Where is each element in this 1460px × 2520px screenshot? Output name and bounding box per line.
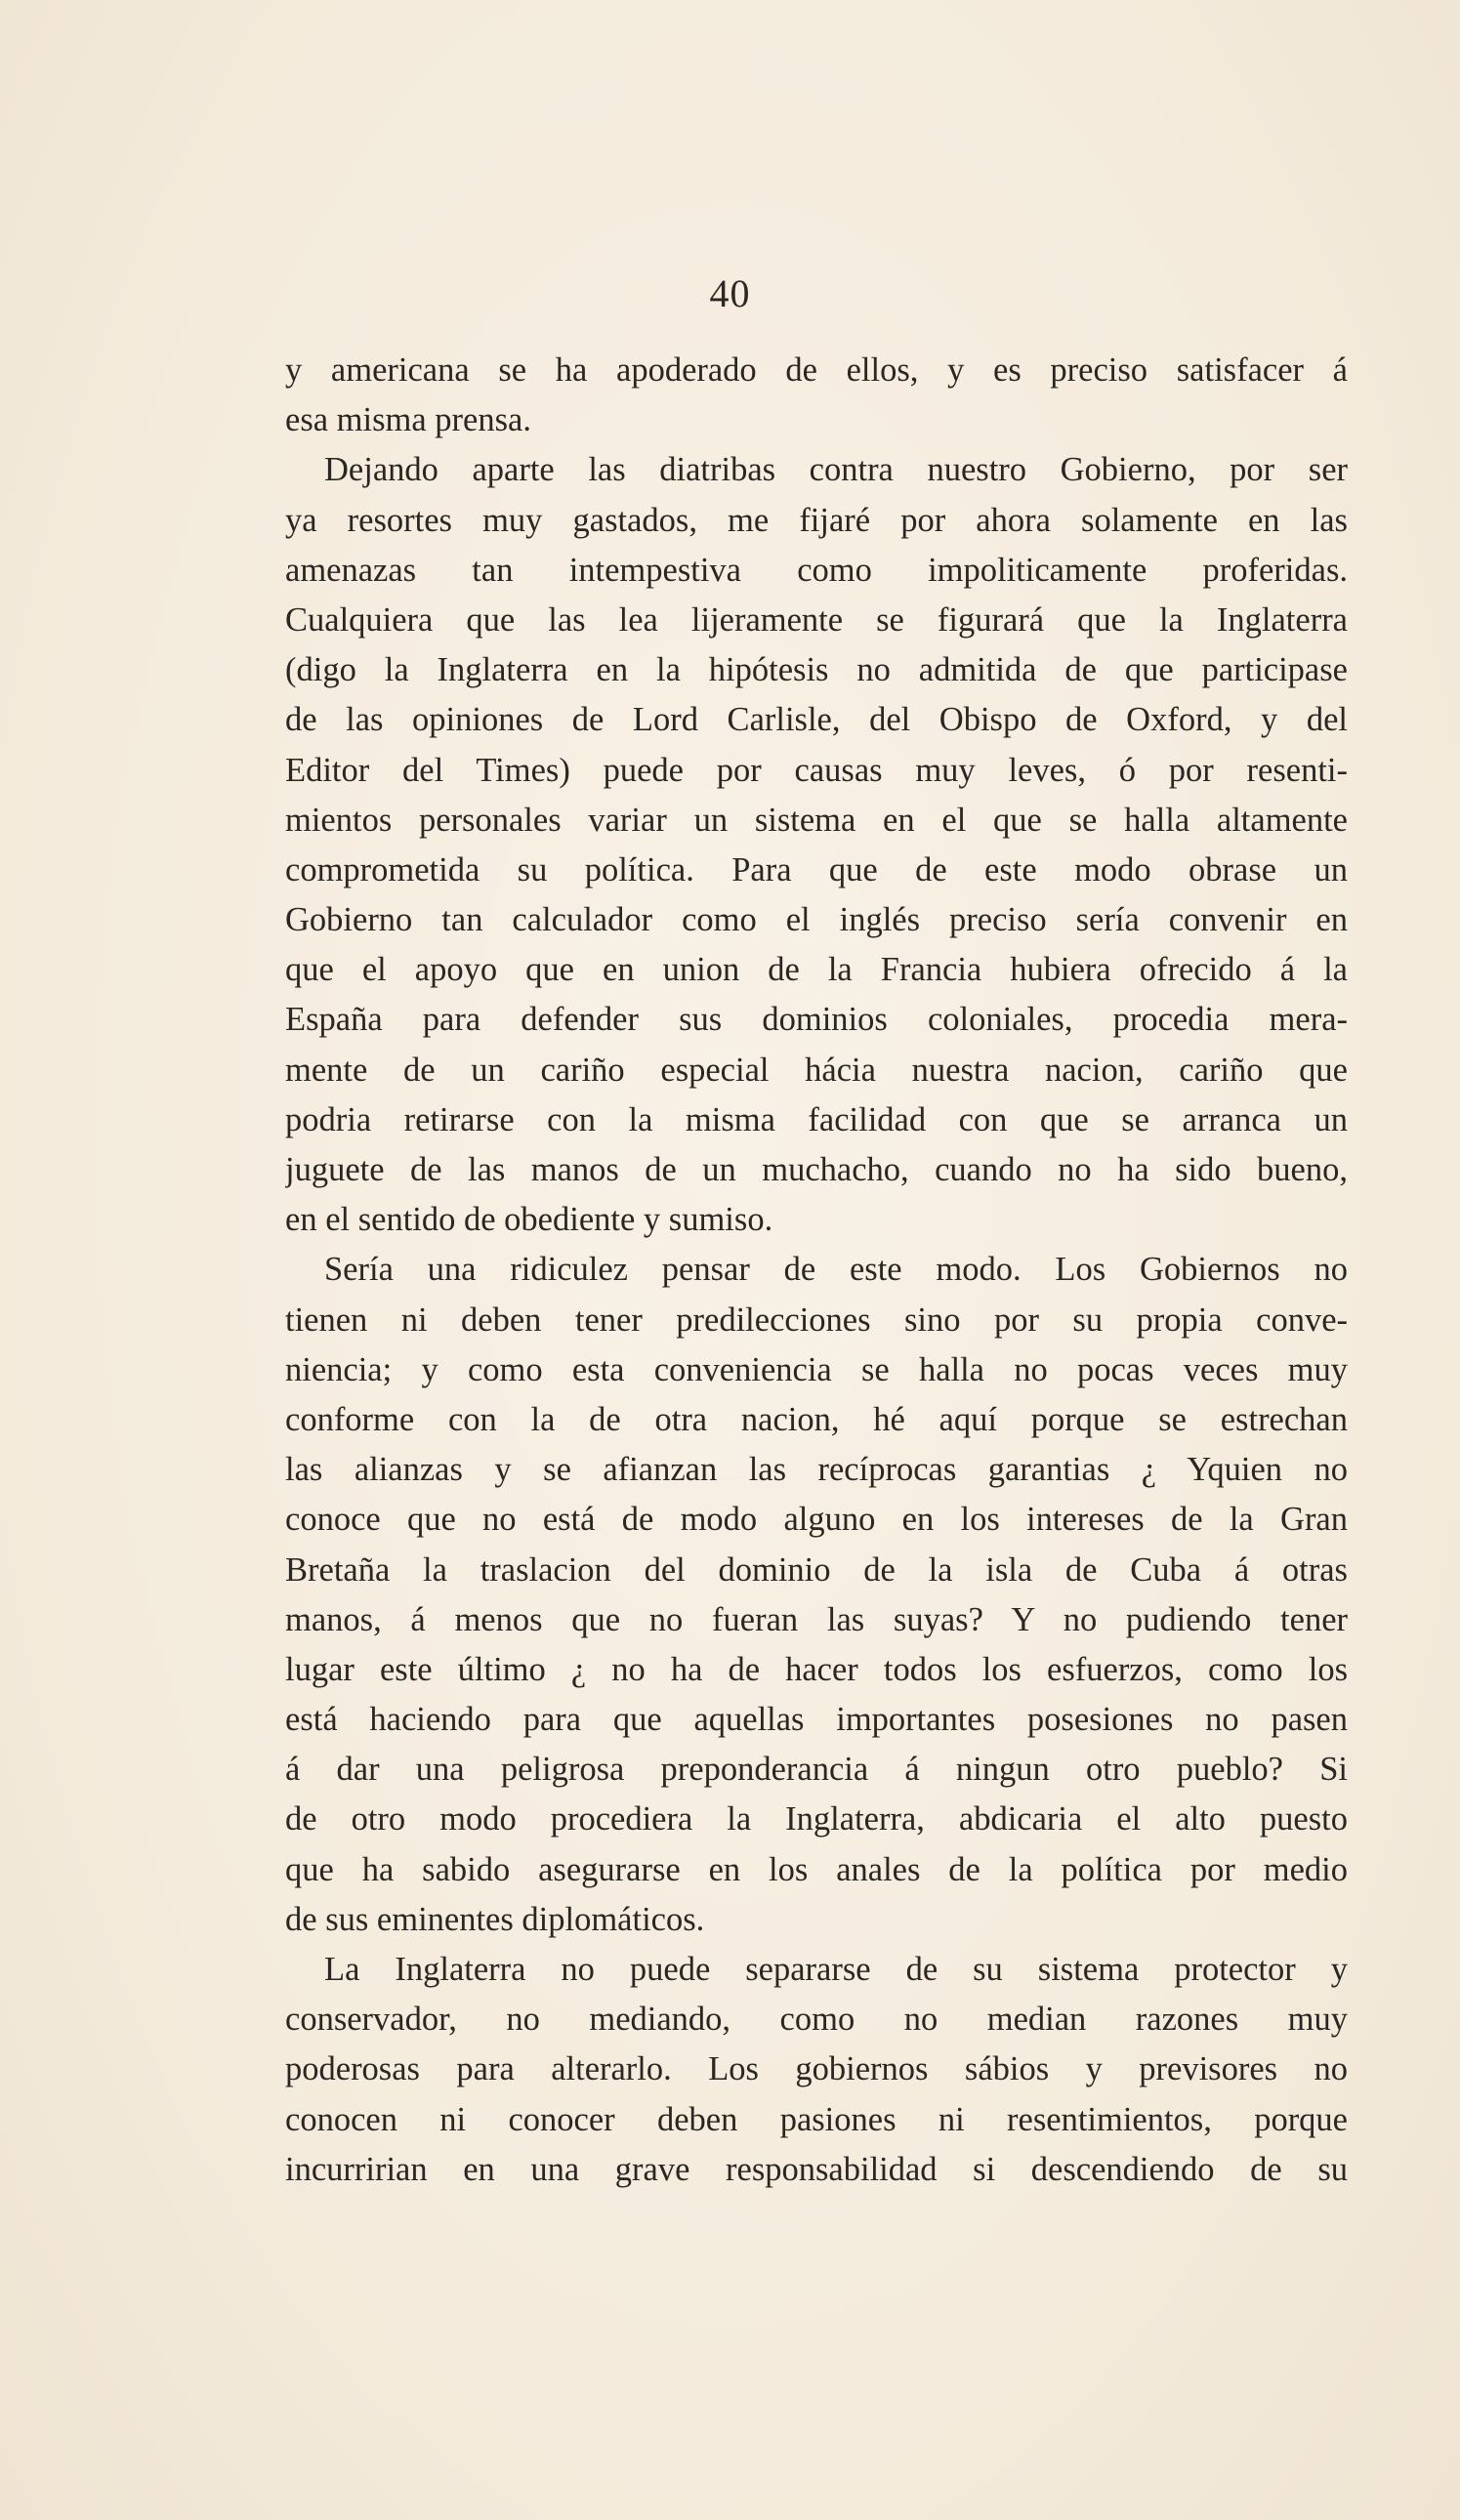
text-line: ya resortes muy gastados, me fijaré por ahora solamente en las — [285, 501, 1348, 539]
text-line: La Inglaterra no puede separarse de su sistema protector y — [324, 1951, 1348, 1988]
text-line: de otro modo procediera la Inglaterra, abdicaria el alto puesto — [285, 1800, 1348, 1838]
text-line: conservador, no mediando, como no median razones muy — [285, 2001, 1348, 2039]
text-line: conocen ni conocer deben pasiones ni resentimientos, porque — [285, 2100, 1348, 2138]
text-line: conforme con la de otra nacion, hé aquí porque se estrechan — [285, 1400, 1348, 1438]
text-line: y americana se ha apoderado de ellos, y es preciso satisfacer á — [285, 351, 1348, 389]
text-line: mente de un cariño especial hácia nuestra nacion, cariño que — [285, 1051, 1348, 1089]
page-number: 40 — [709, 271, 751, 315]
text-line: Sería una ridiculez pensar de este modo. Los Gobiernos no — [324, 1251, 1348, 1289]
text-line: conoce que no está de modo alguno en los intereses de la Gran — [285, 1501, 1348, 1539]
text-line: podria retirarse con la misma facilidad con que se arranca un — [285, 1100, 1348, 1138]
text-line: juguete de las manos de un muchacho, cuando no ha sido bueno, — [285, 1151, 1348, 1188]
paragraph — [285, 1945, 1348, 2195]
paragraph — [285, 445, 1348, 1245]
text-line: Bretaña la traslacion del dominio de la isla de Cuba á otras — [285, 1550, 1348, 1589]
paragraph — [285, 346, 1348, 445]
paragraph — [285, 1245, 1348, 1945]
text-line: comprometida su política. Para que de este modo obrase un — [285, 850, 1348, 888]
text-line: de sus eminentes diplomáticos. — [285, 1900, 705, 1938]
text-line: lugar este último ¿ no ha de hacer todos los esfuerzos, como los — [285, 1650, 1348, 1688]
text-line: Cualquiera que las lea lijeramente se figurará que la Inglaterra — [285, 600, 1348, 639]
text-line: Editor del Times) puede por causas muy leves, ó por resenti- — [285, 751, 1348, 789]
text-line: tienen ni deben tener predilecciones sino por su propia conve- — [285, 1301, 1348, 1339]
text-line: manos, á menos que no fueran las suyas? Y no pudiendo tener — [285, 1600, 1348, 1638]
text-line: mientos personales variar un sistema en el que se halla altamente — [285, 801, 1348, 839]
text-line: Dejando aparte las diatribas contra nuestro Gobierno, por ser — [324, 451, 1348, 489]
text-line: Gobierno tan calculador como el inglés preciso sería convenir en — [285, 901, 1348, 939]
text-line: de las opiniones de Lord Carlisle, del Obispo de Oxford, y del — [285, 701, 1348, 739]
text-line: que el apoyo que en union de la Francia hubiera ofrecido á la — [285, 951, 1348, 989]
text-line: niencia; y como esta conveniencia se halla no pocas veces muy — [285, 1350, 1348, 1388]
text-line: (digo la Inglaterra en la hipótesis no admitida de que participase — [285, 651, 1348, 689]
text-line: en el sentido de obediente y sumiso. — [285, 1201, 773, 1239]
text-line: incurririan en una grave responsabilidad si descendiendo de su — [285, 2150, 1348, 2188]
text-line: las alianzas y se afianzan las recíprocas garantias ¿ Yquien no — [285, 1451, 1348, 1489]
text-line: amenazas tan intempestiva como impoliticamente proferidas. — [285, 551, 1348, 589]
body-text — [285, 346, 1348, 2195]
text-line: poderosas para alterarlo. Los gobiernos sábios y previsores no — [285, 2050, 1348, 2088]
text-line: está haciendo para que aquellas importantes posesiones no pasen — [285, 1701, 1348, 1739]
text-line: España para defender sus dominios coloniales, procedia mera- — [285, 1001, 1348, 1039]
text-line: esa misma prensa. — [285, 401, 531, 439]
text-line: á dar una peligrosa preponderancia á ningun otro pueblo? Si — [285, 1751, 1348, 1789]
text-line: que ha sabido asegurarse en los anales de la política por medio — [285, 1850, 1348, 1888]
